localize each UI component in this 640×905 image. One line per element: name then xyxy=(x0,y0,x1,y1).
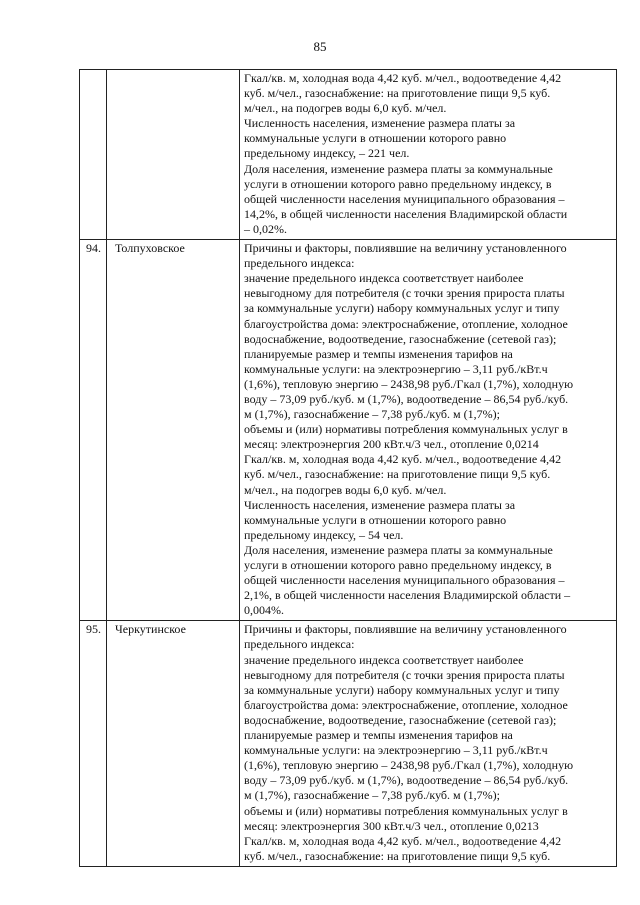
description-line: предельного индекса: xyxy=(244,637,355,652)
description-line: Гкал/кв. м, холодная вода 4,42 куб. м/чел., водоотведение 4,42 xyxy=(244,833,562,848)
description-line: объемы и (или) нормативы потребления коммунальных услуг в xyxy=(244,803,568,818)
row-number-cell: 95. xyxy=(80,621,107,867)
description-line: значение предельного индекса соответствует наиболее xyxy=(244,652,524,667)
description-cell xyxy=(240,70,617,240)
description-line: 2,1%, в общей численности населения Владимирской области – xyxy=(244,588,571,603)
description-line: благоустройства дома: электроснабжение, отопление, холодное xyxy=(244,316,568,331)
description-line: значение предельного индекса соответствует наиболее xyxy=(244,271,524,286)
description-line: месяц: электроэнергия 300 кВт.ч/3 чел., отопление 0,0213 xyxy=(244,818,539,833)
description-line: водоснабжение, водоотведение, газоснабжение (сетевой газ); xyxy=(244,712,557,727)
description-line: предельному индексу, – 221 чел. xyxy=(244,146,410,161)
table-body xyxy=(80,70,617,867)
row-number-cell xyxy=(80,70,107,240)
description-line: 14,2%, в общей численности населения Владимирской области xyxy=(244,206,568,221)
description-line: планируемые размер и темпы изменения тарифов на xyxy=(244,728,513,743)
description-cell xyxy=(240,621,617,867)
description-line: Доля населения, изменение размера платы за коммунальные xyxy=(244,542,553,557)
description-line: Численность населения, изменение размера платы за xyxy=(244,497,516,512)
municipality-name-cell xyxy=(107,70,240,240)
table-row xyxy=(80,621,617,867)
description-line: воду – 73,09 руб./куб. м (1,7%), водоотведение – 86,54 руб./куб. xyxy=(244,773,569,788)
municipality-name-cell: Толпуховское xyxy=(107,240,240,621)
description-line: Причины и факторы, повлиявшие на величину установленного xyxy=(244,622,567,637)
description-line: куб. м/чел., газоснабжение: на приготовление пищи 9,5 куб. xyxy=(244,467,551,482)
description-line: за коммунальные услуги) набору коммунальных услуг и типу xyxy=(244,301,560,316)
description-line: куб. м/чел., газоснабжение: на приготовление пищи 9,5 куб. xyxy=(244,848,551,863)
description-line: месяц: электроэнергия 200 кВт.ч/3 чел., отопление 0,0214 xyxy=(244,437,539,452)
description-line: предельного индекса: xyxy=(244,256,355,271)
description-line: Гкал/кв. м, холодная вода 4,42 куб. м/чел., водоотведение 4,42 xyxy=(244,452,562,467)
description-line: благоустройства дома: электроснабжение, отопление, холодное xyxy=(244,697,568,712)
description-line: Гкал/кв. м, холодная вода 4,42 куб. м/чел., водоотведение 4,42 xyxy=(244,71,562,85)
table-row xyxy=(80,240,617,621)
description-line: – 0,02%. xyxy=(244,221,287,236)
description-line: Доля населения, изменение размера платы за коммунальные xyxy=(244,161,553,176)
table-row xyxy=(80,70,617,240)
description-line: коммунальные услуги в отношении которого равно xyxy=(244,512,507,527)
description-line: за коммунальные услуги) набору коммунальных услуг и типу xyxy=(244,682,560,697)
description-line: м/чел., на подогрев воды 6,0 куб. м/чел. xyxy=(244,482,447,497)
municipalities-table xyxy=(79,69,617,867)
description-line: невыгодному для потребителя (с точки зрения прироста платы xyxy=(244,286,565,301)
description-line: услуги в отношении которого равно предельному индексу, в xyxy=(244,176,552,191)
description-line: планируемые размер и темпы изменения тарифов на xyxy=(244,346,513,361)
description-line: м/чел., на подогрев воды 6,0 куб. м/чел. xyxy=(244,101,447,116)
description-line: Численность населения, изменение размера платы за xyxy=(244,116,516,131)
description-line: коммунальные услуги: на электроэнергию – 3,11 руб./кВт.ч xyxy=(244,743,548,758)
description-line: общей численности населения муниципального образования – xyxy=(244,573,565,588)
description-line: предельному индексу, – 54 чел. xyxy=(244,527,404,542)
description-line: общей численности населения муниципального образования – xyxy=(244,191,565,206)
municipality-name-cell: Черкутинское xyxy=(107,621,240,867)
description-line: куб. м/чел., газоснабжение: на приготовление пищи 9,5 куб. xyxy=(244,86,551,101)
description-line: услуги в отношении которого равно предельному индексу, в xyxy=(244,558,552,572)
description-line: Причины и факторы, повлиявшие на величину установленного xyxy=(244,241,567,256)
description-line: объемы и (или) нормативы потребления коммунальных услуг в xyxy=(244,422,568,437)
description-line: коммунальные услуги в отношении которого равно xyxy=(244,131,507,146)
description-line: воду – 73,09 руб./куб. м (1,7%), водоотведение – 86,54 руб./куб. xyxy=(244,391,569,406)
description-cell xyxy=(240,240,617,621)
description-line: невыгодному для потребителя (с точки зрения прироста платы xyxy=(244,667,565,682)
description-line: м (1,7%), газоснабжение – 7,38 руб./куб. м (1,7%); xyxy=(244,407,500,422)
description-line: коммунальные услуги: на электроэнергию – 3,11 руб./кВт.ч xyxy=(244,361,548,376)
description-line: (1,6%), тепловую энергию – 2438,98 руб./Гкал (1,7%), холодную xyxy=(244,758,574,773)
page-number: 85 xyxy=(313,39,327,54)
row-number-cell: 94. xyxy=(80,240,107,621)
description-line: м (1,7%), газоснабжение – 7,38 руб./куб. м (1,7%); xyxy=(244,788,500,803)
description-line: 0,004%. xyxy=(244,603,284,618)
description-line: (1,6%), тепловую энергию – 2438,98 руб./Гкал (1,7%), холодную xyxy=(244,376,574,391)
description-line: водоснабжение, водоотведение, газоснабжение (сетевой газ); xyxy=(244,331,557,346)
